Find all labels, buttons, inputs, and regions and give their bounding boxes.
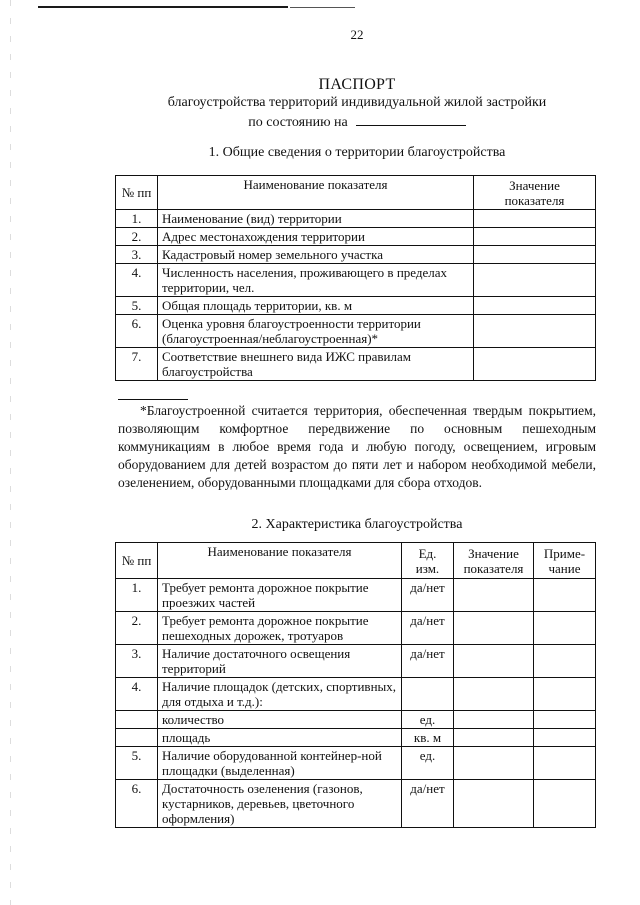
col-value-header: Значение показателя bbox=[474, 176, 596, 210]
row-note bbox=[534, 780, 596, 828]
page-number: 22 bbox=[350, 27, 364, 42]
as-of-line bbox=[110, 113, 604, 131]
row-unit bbox=[402, 678, 454, 711]
table-row bbox=[116, 246, 596, 264]
row-note bbox=[534, 729, 596, 747]
row-name: Требует ремонта дорожное покрытие пешеходных дорожек, тротуаров bbox=[158, 612, 402, 645]
row-unit: кв. м bbox=[402, 729, 454, 747]
table-row bbox=[116, 210, 596, 228]
row-name: площадь bbox=[158, 729, 402, 747]
row-num: 2. bbox=[116, 228, 158, 246]
table-row bbox=[116, 297, 596, 315]
row-num: 3. bbox=[116, 246, 158, 264]
row-num: 4. bbox=[116, 264, 158, 297]
row-unit: да/нет bbox=[402, 579, 454, 612]
row-value bbox=[474, 210, 596, 228]
scan-edge-marks bbox=[10, 0, 11, 905]
improvement-characteristics-table bbox=[115, 542, 596, 828]
col-name-header: Наименование показателя bbox=[158, 543, 402, 579]
table-row bbox=[116, 780, 596, 828]
row-num bbox=[116, 711, 158, 729]
table-row bbox=[116, 729, 596, 747]
row-value bbox=[474, 264, 596, 297]
row-note bbox=[534, 645, 596, 678]
row-note bbox=[534, 711, 596, 729]
footnote-divider bbox=[118, 399, 188, 400]
table-row bbox=[116, 228, 596, 246]
row-note bbox=[534, 612, 596, 645]
row-value bbox=[474, 297, 596, 315]
row-name: Наличие оборудованной контейнер-ной площадки (выделенная) bbox=[158, 747, 402, 780]
row-note bbox=[534, 579, 596, 612]
row-name: Наличие достаточного освещения территорий bbox=[158, 645, 402, 678]
col-value-header: Значение показателя bbox=[454, 543, 534, 579]
col-note-header: Приме-чание bbox=[534, 543, 596, 579]
as-of-label: по состоянию на bbox=[248, 115, 348, 130]
table-header-row bbox=[116, 176, 596, 210]
row-name: Оценка уровня благоустроенности территории (благоустроенная/неблагоустроенная)* bbox=[158, 315, 474, 348]
table-row bbox=[116, 315, 596, 348]
date-blank bbox=[356, 113, 466, 126]
row-name: Адрес местонахождения территории bbox=[158, 228, 474, 246]
row-value bbox=[474, 315, 596, 348]
document-subtitle: благоустройства территорий индивидуальной жилой застройки bbox=[167, 95, 547, 110]
table-row bbox=[116, 747, 596, 780]
row-num: 7. bbox=[116, 348, 158, 381]
row-num: 5. bbox=[116, 297, 158, 315]
general-info-table bbox=[115, 175, 596, 381]
section-1-heading: 1. Общие сведения о территории благоустройства bbox=[208, 145, 506, 160]
table-row bbox=[116, 645, 596, 678]
row-name: Численность населения, проживающего в пределах территории, чел. bbox=[158, 264, 474, 297]
row-num: 2. bbox=[116, 612, 158, 645]
row-unit: да/нет bbox=[402, 645, 454, 678]
row-value bbox=[454, 711, 534, 729]
row-name: Наименование (вид) территории bbox=[158, 210, 474, 228]
table-row bbox=[116, 711, 596, 729]
row-value bbox=[454, 579, 534, 612]
row-name: Требует ремонта дорожное покрытие проезжих частей bbox=[158, 579, 402, 612]
row-value bbox=[454, 612, 534, 645]
table-header-row bbox=[116, 543, 596, 579]
row-unit: ед. bbox=[402, 747, 454, 780]
col-name-header: Наименование показателя bbox=[158, 176, 474, 210]
row-num: 1. bbox=[116, 210, 158, 228]
section-2-heading: 2. Характеристика благоустройства bbox=[251, 517, 463, 532]
table-row bbox=[116, 612, 596, 645]
document-title: ПАСПОРТ bbox=[318, 76, 396, 93]
row-num: 1. bbox=[116, 579, 158, 612]
row-value bbox=[454, 678, 534, 711]
row-name: Общая площадь территории, кв. м bbox=[158, 297, 474, 315]
row-value bbox=[474, 246, 596, 264]
row-value bbox=[454, 645, 534, 678]
row-num: 6. bbox=[116, 315, 158, 348]
row-num: 5. bbox=[116, 747, 158, 780]
col-num-header: № пп bbox=[116, 543, 158, 579]
row-note bbox=[534, 678, 596, 711]
table-row bbox=[116, 579, 596, 612]
row-name: Достаточность озеленения (газонов, кустарников, деревьев, цветочного оформления) bbox=[158, 780, 402, 828]
table-row bbox=[116, 678, 596, 711]
row-value bbox=[454, 729, 534, 747]
row-unit: да/нет bbox=[402, 780, 454, 828]
row-unit: да/нет bbox=[402, 612, 454, 645]
row-num bbox=[116, 729, 158, 747]
col-num-header: № пп bbox=[116, 176, 158, 210]
row-value bbox=[474, 228, 596, 246]
row-value bbox=[474, 348, 596, 381]
scan-artifact-line bbox=[290, 7, 355, 8]
table-row bbox=[116, 348, 596, 381]
row-unit: ед. bbox=[402, 711, 454, 729]
row-name: Кадастровый номер земельного участка bbox=[158, 246, 474, 264]
row-num: 4. bbox=[116, 678, 158, 711]
row-note bbox=[534, 747, 596, 780]
row-name: количество bbox=[158, 711, 402, 729]
row-value bbox=[454, 780, 534, 828]
row-name: Соответствие внешнего вида ИЖС правилам благоустройства bbox=[158, 348, 474, 381]
row-value bbox=[454, 747, 534, 780]
row-num: 6. bbox=[116, 780, 158, 828]
col-unit-header: Ед. изм. bbox=[402, 543, 454, 579]
row-num: 3. bbox=[116, 645, 158, 678]
footnote: *Благоустроенной считается территория, обеспеченная твердым покрытием, позволяющим комфортное передвижение по основным пешеходным коммуникациям в любое время года и любую погоду, освещением, игровым оборудованием для детей возрастом до пяти лет и набором необходимой мебели, озеленением, оборудованными площадками для сбора отходов. bbox=[118, 403, 596, 490]
table-row bbox=[116, 264, 596, 297]
scan-artifact-line bbox=[38, 6, 288, 8]
row-name: Наличие площадок (детских, спортивных, для отдыха и т.д.): bbox=[158, 678, 402, 711]
